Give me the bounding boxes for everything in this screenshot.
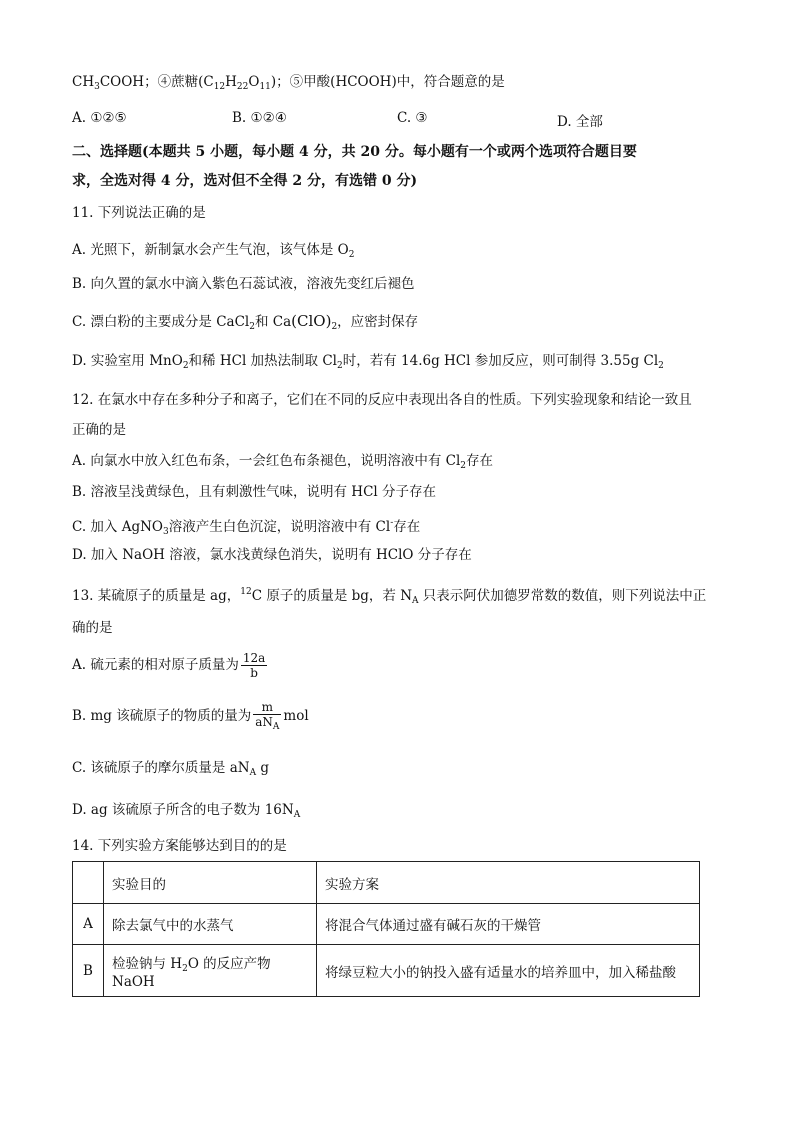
q12-option-d: D. 加入 NaOH 溶液，氯水浅黄绿色消失，说明有 HClO 分子存在 (72, 547, 472, 563)
q12-stem-line2: 正确的是 (72, 422, 126, 438)
q10-option-c: C. ③ (397, 110, 428, 126)
fraction-m-over-aNA: $\frac{m}{aN_A}$ (255, 699, 280, 732)
q12-option-b: B. 溶液呈浅黄绿色，且有刺激性气味，说明有 HCl 分子存在 (72, 484, 437, 500)
table-row-label: A (73, 904, 104, 945)
q13-stem-line2: 确的是 (72, 620, 113, 636)
fraction-12a-over-b: $\frac{12a}{b}$ (242, 651, 266, 680)
q13-stem-line1: 13. 某硫原子的质量是 ag，$^{12}$C 原子的质量是 bg，若 $N_A$ 只表示阿伏加德罗常数的数值，则下列说法中正 (72, 587, 707, 606)
q14-table (72, 861, 700, 997)
q10-option-b: B. ①②④ (232, 110, 287, 126)
q13-option-c: C. 该硫原子的摩尔质量是 $aN_A$ g (72, 760, 270, 778)
table-header-row (73, 862, 700, 904)
table-row (73, 945, 700, 997)
q12-stem-line1: 12. 在氯水中存在多种分子和离子，它们在不同的反应中表现出各自的性质。下列实验现象和结论一致且 (72, 392, 692, 408)
section-2-header-line2: 求，全选对得 4 分，选对但不全得 2 分，有选错 0 分) (72, 173, 418, 189)
table-cell-purpose: 除去氯气中的水蒸气 (104, 904, 317, 945)
q11-option-a: A. 光照下，新制氯水会产生气泡，该气体是 $O_2$ (72, 242, 355, 260)
table-header-plan: 实验方案 (317, 862, 700, 904)
table-row (73, 904, 700, 945)
table-cell-plan: 将绿豆粒大小的钠投入盛有适量水的培养皿中，加入稀盐酸 (317, 945, 700, 997)
table-cell-plan: 将混合气体通过盛有碱石灰的干燥管 (317, 904, 700, 945)
q13-option-a: A. 硫元素的相对原子质量为 $\frac{12a}{b}$ (72, 651, 266, 680)
q11-stem: 11. 下列说法正确的是 (72, 205, 206, 221)
section-2-header-line1: 二、选择题(本题共 5 小题，每小题 4 分，共 20 分。每小题有一个或两个选项符合题目要 (72, 144, 637, 160)
table-header-purpose: 实验目的 (104, 862, 317, 904)
table-cell (73, 862, 104, 904)
table-row-label: B (73, 945, 104, 997)
q10-option-a: A. ①②⑤ (72, 110, 127, 126)
q13-option-d: D. ag 该硫原子所含的电子数为 $16N_A$ (72, 802, 301, 820)
q12-option-c: C. 加入 AgNO$_3$溶液产生白色沉淀，说明溶液中有 Cl-存在 (72, 518, 421, 537)
q12-option-a: A. 向氯水中放入红色布条，一会红色布条褪色，说明溶液中有 $Cl_2$存在 (72, 453, 494, 471)
table-cell-purpose: 检验钠与 $H_2O$ 的反应产物 NaOH (104, 945, 317, 997)
q10-option-d: D. 全部 (557, 114, 603, 130)
q14-stem: 14. 下列实验方案能够达到目的的是 (72, 838, 287, 854)
q11-option-b: B. 向久置的氯水中滴入紫色石蕊试液，溶液先变红后褪色 (72, 276, 415, 292)
q10-options-continuation: $CH_3COOH$；④蔗糖$(C_{12}H_{22}O_{11})$；⑤甲酸(HCOOH)中，符合题意的是 (72, 74, 505, 92)
q11-option-c: C. 漂白粉的主要成分是 CaCl$_2$和 $Ca(ClO)_2$，应密封保存 (72, 312, 419, 332)
q13-option-b: B. mg 该硫原子的物质的量为 $\frac{m}{aN_A}$ mol (72, 699, 309, 732)
q11-option-d: D. 实验室用 MnO$_2$和稀 HCl 加热法制取 $Cl_2$时，若有 14.6g HCl 参加反应，则可制得 3.55g $Cl_2$ (72, 353, 664, 371)
